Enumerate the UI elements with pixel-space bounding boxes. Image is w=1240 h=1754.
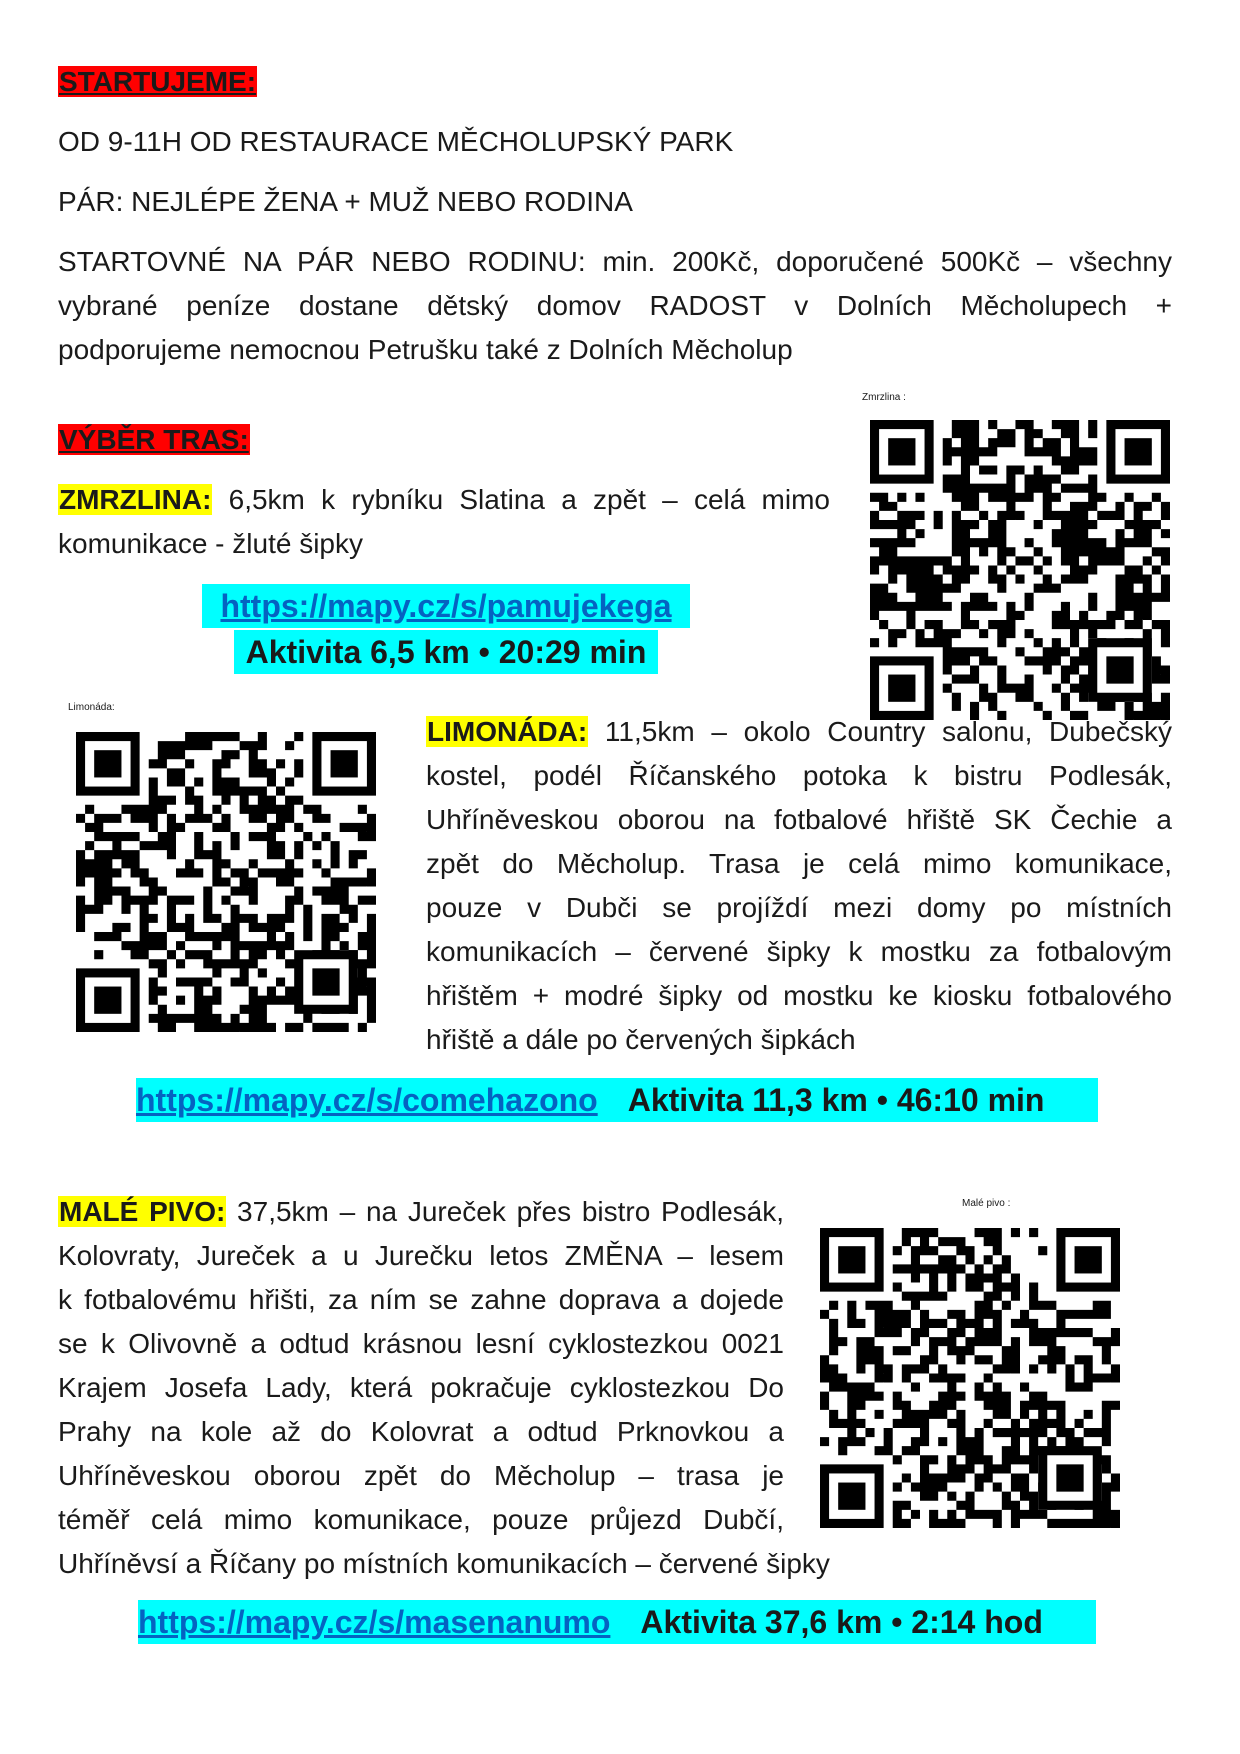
zmrzlina-link[interactable]: https://mapy.cz/s/pamujekega	[220, 588, 672, 624]
male-pivo-line-7: Uhříněveskou oborou zpět do Měcholup – trasa je	[58, 1460, 784, 1491]
limonada-line-8: hřiště a dále po červených šipkách	[426, 1024, 856, 1055]
limonada-qr-code[interactable]	[76, 732, 376, 1032]
male-pivo-qr-code[interactable]	[820, 1228, 1120, 1528]
zmrzlina-activity: Aktivita 6,5 km • 20:29 min	[234, 630, 658, 674]
male-pivo-line-5: Krajem Josefa Lady, která pokračuje cyklostezkou Do	[58, 1372, 784, 1403]
limonada-line-3: Uhříněveskou oborou na fotbalové hřiště SK Čechie a	[426, 804, 1172, 835]
zmrzlina-line-2: komunikace - žluté šipky	[58, 528, 364, 559]
limonada-line-6: komunikacích – červené šipky k mostku za fotbalovým	[426, 936, 1172, 967]
zmrzlina-line-1: ZMRZLINA: 6,5km k rybníku Slatina a zpět – celá mimo	[59, 484, 830, 515]
zmrzlina-qr-caption: Zmrzlina :	[862, 392, 906, 403]
male-pivo-line-1: MALÉ PIVO: 37,5km – na Jureček přes bistro Podlesák,	[59, 1196, 785, 1227]
limonada-line-2: kostel, podél Říčanského potoka k bistru Podlesák,	[426, 760, 1172, 791]
start-pair-line: PÁR: NEJLÉPE ŽENA + MUŽ NEBO RODINA	[58, 186, 633, 217]
fee-line-1: STARTOVNÉ NA PÁR NEBO RODINU: min. 200Kč, doporučené 500Kč – všechny	[58, 246, 1172, 277]
male-pivo-link[interactable]: https://mapy.cz/s/masenanumo	[138, 1604, 611, 1640]
zmrzlina-link-bar	[202, 584, 690, 628]
limonada-link-bar	[136, 1078, 1098, 1122]
male-pivo-line-2: Kolovraty, Jureček a u Jurečku letos ZMĚNA – lesem	[58, 1240, 784, 1271]
limonada-label: LIMONÁDA:	[427, 716, 588, 747]
limonada-qr-caption: Limonáda:	[68, 702, 115, 713]
male-pivo-line-6: Prahy na kole až do Kolovrat a odtud Prknovkou a	[58, 1416, 784, 1447]
male-pivo-line-3: k fotbalovému hřišti, za ním se zahne doprava a dojede	[58, 1284, 784, 1315]
routes-heading: VÝBĚR TRAS:	[59, 424, 249, 455]
limonada-line-5: pouze v Dubči se projíždí mezi domy po místních	[426, 892, 1172, 923]
male-pivo-label: MALÉ PIVO:	[59, 1196, 226, 1227]
limonada-line-1: LIMONÁDA: 11,5km – okolo Country salonu, Dubečský	[427, 716, 1172, 747]
limonada-line-4: zpět do Měcholup. Trasa je celá mimo komunikace,	[426, 848, 1172, 879]
male-pivo-activity: Aktivita 37,6 km • 2:14 hod	[640, 1604, 1043, 1640]
male-pivo-qr-caption: Malé pivo :	[962, 1198, 1011, 1209]
limonada-activity: Aktivita 11,3 km • 46:10 min	[627, 1082, 1045, 1118]
male-pivo-line-8: téměř celá mimo komunikace, pouze průjezd Dubčí,	[58, 1504, 784, 1535]
male-pivo-link-bar	[138, 1600, 1096, 1644]
fee-line-3: podporujeme nemocnou Petrušku také z Dolních Měcholup	[58, 334, 793, 365]
male-pivo-line-4: se k Olivovně a odtud krásnou lesní cyklostezkou 0021	[58, 1328, 784, 1359]
male-pivo-line-9: Uhříněvsí a Říčany po místních komunikacích – červené šipky	[58, 1548, 830, 1579]
start-time-line: OD 9-11H OD RESTAURACE MĚCHOLUPSKÝ PARK	[58, 126, 734, 157]
start-heading: STARTUJEME:	[59, 66, 257, 97]
zmrzlina-qr-code[interactable]	[870, 420, 1170, 720]
limonada-link[interactable]: https://mapy.cz/s/comehazono	[136, 1082, 598, 1118]
fee-line-2: vybrané peníze dostane dětský domov RADOST v Dolních Měcholupech +	[58, 290, 1172, 321]
zmrzlina-label: ZMRZLINA:	[59, 484, 212, 515]
limonada-line-7: hřištěm + modré šipky od mostku ke kiosku fotbalového	[426, 980, 1172, 1011]
